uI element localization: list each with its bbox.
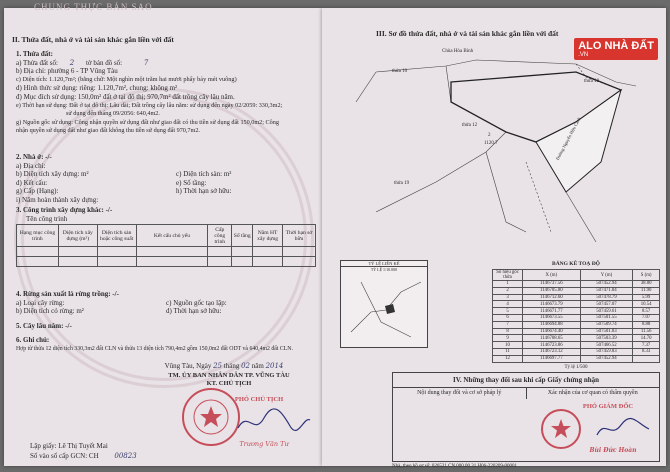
land-number-value: 2 (69, 58, 75, 67)
road-strip (536, 90, 621, 192)
coord-cell: 1146674.40 (523, 328, 581, 335)
coordinate-table-panel (492, 261, 660, 370)
land-heading: 1. Thửa đất: (16, 50, 53, 58)
coord-table-title: BẢNG KÊ TOẠ ĐỘ (552, 261, 600, 267)
forest-heading: 4. Rừng sản xuất là rừng trồng: -/- (16, 290, 119, 298)
coord-cell: 6 (493, 314, 523, 321)
house-section (16, 153, 316, 205)
coord-cell: 1146723.12 (523, 348, 581, 355)
signer-name: Trương Văn Tư (239, 440, 289, 448)
table-row (493, 301, 660, 308)
coord-cell: 507478.79 (580, 294, 633, 301)
note-text: Hợp từ thửa 12 diện tích 330,3m2 đất CLN và thửa 13 diện tích 790,4m2 gồm 150,0m2 đất ODT và 640,4m2 đất CLN. (16, 345, 293, 352)
coord-cell: 507452.94 (580, 281, 633, 288)
house-floors: e) Số tầng: (176, 178, 207, 187)
coord-cell: 1146697.77 (523, 355, 581, 362)
table-row (493, 335, 660, 342)
works-col-grade: Cấp công trình (208, 225, 232, 247)
table-row (493, 321, 660, 328)
coord-cell: 8.57 (633, 308, 660, 315)
works-col-structure: Kết cấu chủ yếu (136, 225, 208, 247)
land-number-row (16, 59, 316, 68)
book-number-row (30, 452, 137, 461)
coord-cell: 5.99 (633, 294, 660, 301)
logo-subtext: .VN (578, 52, 589, 58)
forest-section (16, 290, 316, 354)
coord-cell: 8.88 (633, 321, 660, 328)
parcel-number: 2 (488, 133, 491, 138)
coord-col-point: Số hiệu góc thửa (493, 270, 523, 281)
table-row (493, 287, 660, 294)
right-page (322, 8, 666, 469)
section-title: II. Thửa đất, nhà ở và tài sản khác gắn liền với đất (12, 35, 174, 44)
coord-cell: 4 (493, 301, 523, 308)
coord-cell: 1 (493, 281, 523, 288)
parcel-label-18: thửa 18 (584, 79, 600, 84)
authority-role: KT. CHỦ TỊCH (206, 380, 252, 387)
parcel-area: 1120.7 (484, 141, 498, 146)
works-col-term: Thời hạn sở hữu (283, 225, 316, 247)
forest-origin: c) Nguồn gốc tạo lập: (166, 298, 227, 307)
date-year: 2014 (265, 362, 284, 370)
footer-record: Nhà, theo hồ sơ số: 026521.CN.000.00.31.H06-220209-00001 (392, 464, 517, 469)
house-address: a) Địa chỉ: (16, 161, 46, 170)
coord-cell: 1146723.86 (523, 342, 581, 349)
note-heading: 6. Ghi chú: (16, 336, 50, 345)
date-month: 02 (241, 362, 250, 370)
forest-row-2 (16, 307, 316, 316)
land-usage-form: d) Hình thức sử dụng: riêng: 1.120,7m², chung: không m² (16, 84, 178, 93)
table-row (493, 294, 660, 301)
coord-cell: 2 (493, 287, 523, 294)
changes-col-content: Nội dung thay đổi và cơ sở pháp lý (417, 390, 502, 396)
table-row (493, 308, 660, 315)
inset-map (341, 272, 427, 342)
land-term: e) Thời hạn sử dụng: Đất ở tại đô thị: Lâu dài; Đất trồng cây lâu năm: sử dụng đến ngày 02/2059: 330,3m2; (16, 101, 283, 109)
book-number: 00823 (114, 452, 137, 460)
coord-cell: 14.70 (633, 335, 660, 342)
coord-cell: 1146708.65 (523, 335, 581, 342)
coord-cell: 10 (493, 342, 523, 349)
coord-cell: 8 (493, 328, 523, 335)
works-col-item: Hạng mục công trình (17, 225, 59, 247)
coord-cell: 1146673.79 (523, 301, 581, 308)
coord-cell: 11.90 (633, 287, 660, 294)
coord-cell: 507471.84 (580, 287, 633, 294)
works-col-year: Năm HT xây dựng (253, 225, 283, 247)
coord-cell: 1146712.60 (523, 294, 581, 301)
works-section (16, 206, 112, 223)
house-grade-row (16, 187, 316, 196)
book-label: Số vào sổ cấp GCN: CH (30, 452, 99, 460)
table-row (493, 281, 660, 288)
date-line (134, 362, 314, 371)
logo-text: ALO NHÀ ĐẤT (578, 40, 654, 52)
prepared-by: Lập giấy: Lê Thị Tuyết Mai (30, 442, 108, 450)
coord-cell: 507501.55 (580, 314, 633, 321)
coord-cell: 1146673.55 (523, 314, 581, 321)
road-label: Đường Nguyễn Hữu Cảnh (554, 116, 582, 161)
changes-box (392, 372, 660, 462)
changes-columns (393, 387, 659, 399)
table-row (17, 247, 316, 257)
coord-cell: 507457.07 (580, 301, 633, 308)
coord-cell: 9 (493, 335, 523, 342)
works-name-label: Tên công trình (26, 214, 68, 223)
forest-type: a) Loại cây rừng: (16, 298, 65, 307)
date-month-label: tháng (223, 362, 240, 370)
works-heading: 3. Công trình xây dựng khác: -/- (16, 206, 113, 214)
coord-cell: 5 (493, 308, 523, 315)
house-heading: 2. Nhà ở: -/- (16, 153, 52, 161)
date-day: 25 (213, 362, 223, 370)
works-col-built-area: Diện tích xây dựng (m²) (58, 225, 97, 247)
land-origin-2: nhận quyền sử dụng đất như giao đất không thu tiền sử dụng đất 970,7m2. (16, 127, 200, 135)
authority-title: TM. ỦY BAN NHÂN DÂN TP. VŨNG TÀU (168, 372, 290, 379)
coord-cell: 11.56 (633, 328, 660, 335)
table-row (493, 314, 660, 321)
coord-cell: 1146705.80 (523, 287, 581, 294)
cert-role: PHÓ GIÁM ĐỐC (582, 403, 634, 410)
house-floor-area: c) Diện tích sàn: m² (176, 170, 232, 179)
coord-cell: 507501.83 (580, 328, 633, 335)
forest-area: b) Diện tích có rừng: m² (16, 307, 84, 316)
diagram-title: III. Sơ đồ thửa đất, nhà ở và tài sản khác gắn liền với đất (376, 29, 559, 38)
works-col-floors: Số tầng (232, 225, 253, 247)
cert-signature-icon (593, 417, 653, 441)
signature-icon (234, 406, 314, 436)
coord-cell: 11 (493, 348, 523, 355)
parcel-label-19: thửa 19 (394, 181, 410, 186)
table-row (493, 355, 660, 362)
coord-cell: 507509.74 (580, 321, 633, 328)
land-section (16, 50, 316, 136)
forest-term: d) Thời hạn sở hữu: (166, 307, 222, 316)
coord-cell: 507466.52 (580, 342, 633, 349)
coord-cell: 1146694.88 (523, 321, 581, 328)
coord-cell: 507459.83 (580, 348, 633, 355)
parcel-label-10: thửa 10 (392, 69, 408, 74)
house-structure-row (16, 179, 316, 188)
land-origin: g) Nguồn gốc sử dụng: Công nhận quyền sử dụng đất như giao đất có thu tiền sử dụng đất 150,0m2; Công (16, 118, 279, 126)
works-table-header (17, 225, 316, 247)
coord-cell: 1146671.77 (523, 308, 581, 315)
house-structure: d) Kết cấu: (16, 178, 48, 187)
map-sheet-label: tờ bản đồ số: (85, 58, 123, 67)
parcel-label-12: thửa 12 (462, 123, 478, 128)
coord-cell: 10.54 (633, 301, 660, 308)
ghost-stamp-text: CHUNG THỰC BẢN SAO (34, 2, 153, 12)
table-row (493, 348, 660, 355)
coord-cell: 7.37 (633, 342, 660, 349)
coord-col-s: S (m) (633, 270, 660, 281)
house-ownership-term: h) Thời hạn sở hữu: (176, 187, 232, 196)
deputy-title: PHÓ CHỦ TỊCH (234, 396, 284, 403)
date-year-label: năm (251, 362, 264, 370)
table-row (493, 342, 660, 349)
changes-col-confirm: Xác nhận của cơ quan có thẩm quyền (526, 388, 660, 399)
land-term-2: sử dụng đến tháng 09/2056: 640,4m2. (66, 110, 160, 118)
house-built-area-row (16, 170, 316, 179)
cert-seal (541, 409, 581, 449)
coord-col-y: Y (m) (580, 270, 633, 281)
seal-star-icon (191, 397, 231, 437)
land-purpose: đ) Mục đích sử dụng: 150,0m² đất ở tại đô thị; 970,7m² đất trồng cây lâu năm. (16, 92, 235, 101)
house-built-area: b) Diện tích xây dựng: m² (16, 170, 89, 179)
table-row (17, 257, 316, 267)
cert-signer: Bùi Đức Hoàn (589, 447, 637, 454)
works-col-floor-area: Diện tích sàn hoặc công suất (97, 225, 136, 247)
coord-cell: 507459.61 (580, 308, 633, 315)
coord-cell (633, 355, 660, 362)
cert-seal-star-icon (548, 416, 574, 442)
land-number-label: a) Thửa đất số: (16, 58, 58, 67)
coord-cell: 1146737.56 (523, 281, 581, 288)
coord-cell: 7.07 (633, 314, 660, 321)
date-prefix: Vũng Tàu, Ngày (164, 362, 212, 370)
table-row (493, 328, 660, 335)
land-area: c) Diện tích: 1.120,7m²; (bằng chữ: Một nghìn một trăm hai mươi phẩy bảy mét vuông) (16, 75, 237, 83)
map-sheet-value: 7 (143, 58, 149, 67)
coord-cell: 12 (493, 355, 523, 362)
forest-row-1 (16, 299, 316, 308)
land-address: b) Địa chỉ: phường 6 - TP Vũng Tàu (16, 67, 118, 76)
church-label: Chùa Hòa Bình (442, 49, 474, 54)
coord-cell: 38.00 (633, 281, 660, 288)
map-scale: Tỷ lệ 1/500 (564, 364, 588, 370)
coord-cell: 507452.94 (580, 355, 633, 362)
inset-title: TỶ LỆ LIÊN KẾ (341, 261, 427, 267)
coord-cell: 3 (493, 294, 523, 301)
house-year: i) Năm hoàn thành xây dựng: (16, 195, 99, 204)
coord-cell: 8.33 (633, 348, 660, 355)
house-grade: g) Cấp (Hạng): (16, 187, 59, 196)
inset-scale: TỶ LỆ 1/10.000 (370, 267, 398, 272)
left-page (4, 2, 322, 466)
perennial-heading: 5. Cây lâu năm: -/- (16, 321, 72, 330)
coord-col-x: X (m) (523, 270, 581, 281)
coord-header-row (493, 270, 660, 281)
location-inset (340, 260, 428, 348)
coord-cell: 507503.39 (580, 335, 633, 342)
changes-title: IV. Những thay đổi sau khi cấp Giấy chứng nhận (453, 376, 599, 384)
coordinate-table (492, 269, 660, 363)
works-table (16, 224, 316, 267)
coord-cell: 7 (493, 321, 523, 328)
